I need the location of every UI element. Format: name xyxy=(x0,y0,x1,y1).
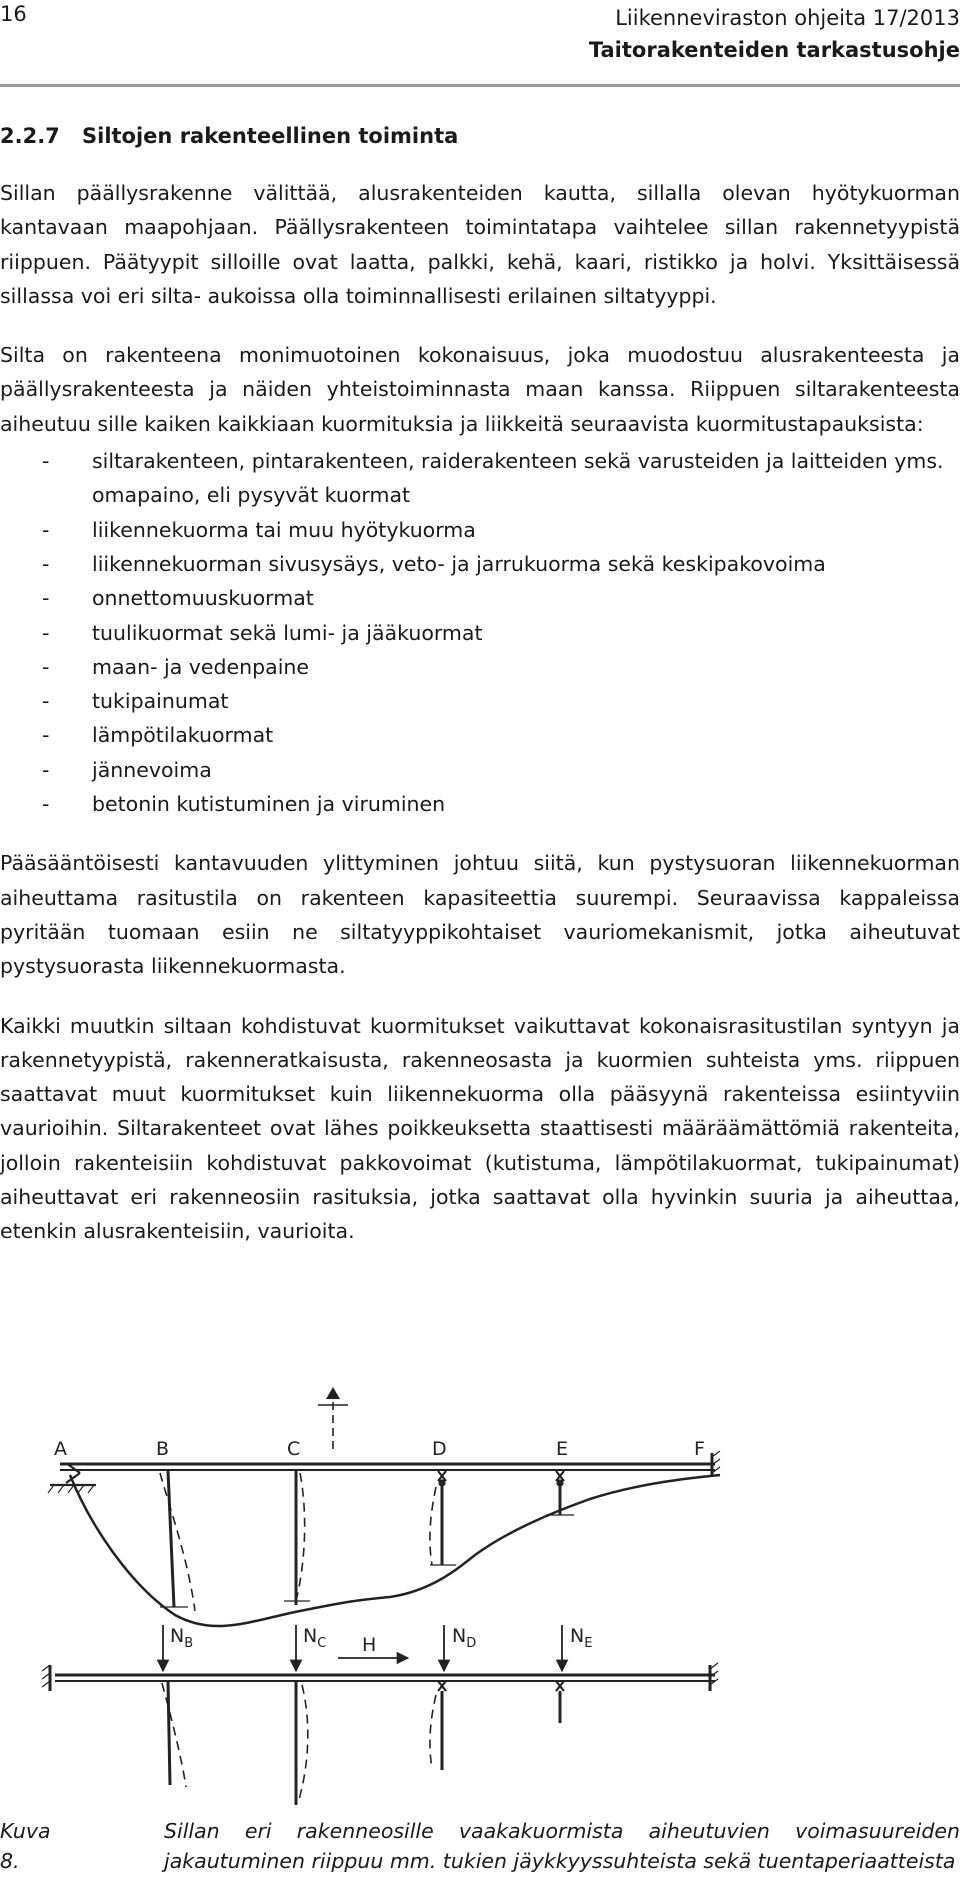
list-marker: - xyxy=(42,620,50,645)
section-number: 2.2.7 xyxy=(0,124,60,148)
list-item xyxy=(0,650,960,684)
page-number: 16 xyxy=(0,2,27,26)
paragraph: Kaikki muutkin siltaan kohdistuvat kuormitukset vaikuttavat kokonaisrasitustilan syntyyn ja rakennetyypistä, rakenneratkaisusta, rakenneosasta ja kuormien suhteista yms. riippuen saattavat muut kuormitukset kuin liikennekuorma olla pääsyynä rakenteissa esiintyviin vaurioihin. Siltarakenteet ovat lähes poikkeuksetta staattisesti määräämättömiä rakenteita, jolloin rakenteisiin kohdistuvat pakkovoimat (kutistuma, lämpötilakuormat, tukipainumat) aiheuttavat eri rakenneosiin rasituksia, jotka saattavat olla hyvinkin suuria ja aiheuttaa, etenkin alusrakenteisiin, vaurioita. xyxy=(0,1013,960,1244)
terrain-profile xyxy=(70,1475,720,1626)
document-subtitle: Taitorakenteiden tarkastusohje xyxy=(588,38,960,62)
support-label-b: B xyxy=(156,1438,170,1460)
bridge-diagram xyxy=(0,1375,960,1815)
support-label-e: E xyxy=(556,1438,569,1460)
header-rule xyxy=(0,84,960,87)
abutment-f xyxy=(712,1451,720,1477)
centre-axis-symbol xyxy=(318,1387,348,1451)
pier-e xyxy=(546,1471,574,1515)
list-item-text: siltarakenteen, pintarakenteen, raiderakenteen sekä varusteiden ja laitteiden yms. omapaino, eli pysyvät kuormat xyxy=(92,449,944,508)
list-marker: - xyxy=(42,757,50,782)
lower-pier-d xyxy=(430,1681,446,1770)
paragraph: Pääsääntöisesti kantavuuden ylittyminen johtuu siitä, kun pystysuoran liikennekuorman aiheuttama rasitustila on rakenteen kapasiteettia suurempi. Seuraavissa kappaleissa pyritään tuomaan esiin ne siltatyyppikohtaiset vauriomekanismit, jotka aiheutuvat pystysuorasta liikennekuormasta. xyxy=(0,851,960,979)
support-label-a: A xyxy=(54,1438,67,1460)
list-item xyxy=(0,753,960,787)
list-item-text: tuulikuormat sekä lumi- ja jääkuormat xyxy=(92,620,483,645)
list-marker: - xyxy=(42,689,50,714)
list-item-text: maan- ja vedenpaine xyxy=(92,654,310,679)
force-label-nc: $N_C$ xyxy=(303,1625,327,1651)
list-item xyxy=(0,718,960,752)
list-item xyxy=(0,616,960,650)
list-item xyxy=(0,513,960,547)
caption-label: Kuva 8. xyxy=(0,1819,51,1873)
list-marker: - xyxy=(42,551,50,576)
list-item-text: jännevoima xyxy=(92,757,212,782)
list-item xyxy=(0,787,960,821)
upper-bridge-diagram xyxy=(48,1387,720,1626)
lower-abutment-f xyxy=(710,1663,718,1691)
list-item xyxy=(0,444,960,513)
list-item-text: liikennekuorman sivusysäys, veto- ja jarrukuorma sekä keskipakovoima xyxy=(92,551,826,576)
list-marker: - xyxy=(42,449,50,474)
lower-pier-c xyxy=(296,1681,308,1805)
list-marker: - xyxy=(42,654,50,679)
force-label-h: H xyxy=(362,1634,377,1656)
list-marker: - xyxy=(42,792,50,817)
list-item xyxy=(0,684,960,718)
force-label-nd: $N_D$ xyxy=(452,1625,477,1651)
lower-pier-b xyxy=(162,1681,186,1787)
list-item-text: liikennekuorma tai muu hyötykuorma xyxy=(92,517,476,542)
pier-c xyxy=(284,1471,310,1605)
pier-d xyxy=(430,1471,456,1565)
list-item-text: tukipainumat xyxy=(92,689,229,714)
paragraph: Sillan päällysrakenne välittää, alusrakenteiden kautta, sillalla olevan hyötykuorman kantavaan maapohjaan. Päällysrakenteen toimintatapa vaihtelee sillan rakennetyypistä riippuen. Päätyypit silloille ovat laatta, palkki, kehä, kaari, ristikko ja holvi. Yksittäisessä sillassa voi eri silta- aukoissa olla toiminnallisesti erilainen siltatyyppi. xyxy=(0,181,960,308)
body-text xyxy=(0,176,960,1274)
list-marker: - xyxy=(42,517,50,542)
list-item xyxy=(0,547,960,581)
pier-b xyxy=(160,1471,195,1611)
caption-text: Sillan eri rakenneosille vaakakuormista aiheutuvien voimasuureiden jakautuminen riippuu mm. tukien jäykkyyssuhteista sekä tuentaperiaatteista xyxy=(164,1819,960,1873)
force-label-nb: $N_B$ xyxy=(170,1625,194,1651)
section-title: Siltojen rakenteellinen toiminta xyxy=(82,124,459,148)
lower-pier-e xyxy=(556,1681,564,1723)
support-label-c: C xyxy=(287,1438,301,1460)
force-label-ne: $N_E$ xyxy=(570,1625,593,1651)
abutment-a xyxy=(48,1463,96,1493)
list-marker: - xyxy=(42,723,50,748)
list-item-text: betonin kutistuminen ja viruminen xyxy=(92,792,446,817)
lower-force-diagram xyxy=(42,1625,718,1805)
list-item xyxy=(0,581,960,615)
list-item-text: onnettomuuskuormat xyxy=(92,586,314,611)
running-header xyxy=(589,2,960,66)
support-label-f: F xyxy=(694,1438,705,1460)
list-marker: - xyxy=(42,586,50,611)
publication-title: Liikenneviraston ohjeita 17/2013 xyxy=(615,6,960,30)
bridge-figure xyxy=(0,1375,960,1815)
section-heading xyxy=(0,124,458,148)
support-label-d: D xyxy=(432,1438,447,1460)
list-item-text: lämpötilakuormat xyxy=(92,723,274,748)
load-case-list xyxy=(0,444,960,821)
lower-abutment-a xyxy=(42,1665,50,1691)
paragraph: Silta on rakenteena monimuotoinen kokonaisuus, joka muodostuu alusrakenteesta ja päällysrakenteesta ja näiden yhteistoiminnasta maan kanssa. Riippuen siltarakenteesta aiheutuu sille kaiken kaikkiaan kuormituksia ja liikkeitä seuraavista kuormitustapauksista: xyxy=(0,343,960,436)
